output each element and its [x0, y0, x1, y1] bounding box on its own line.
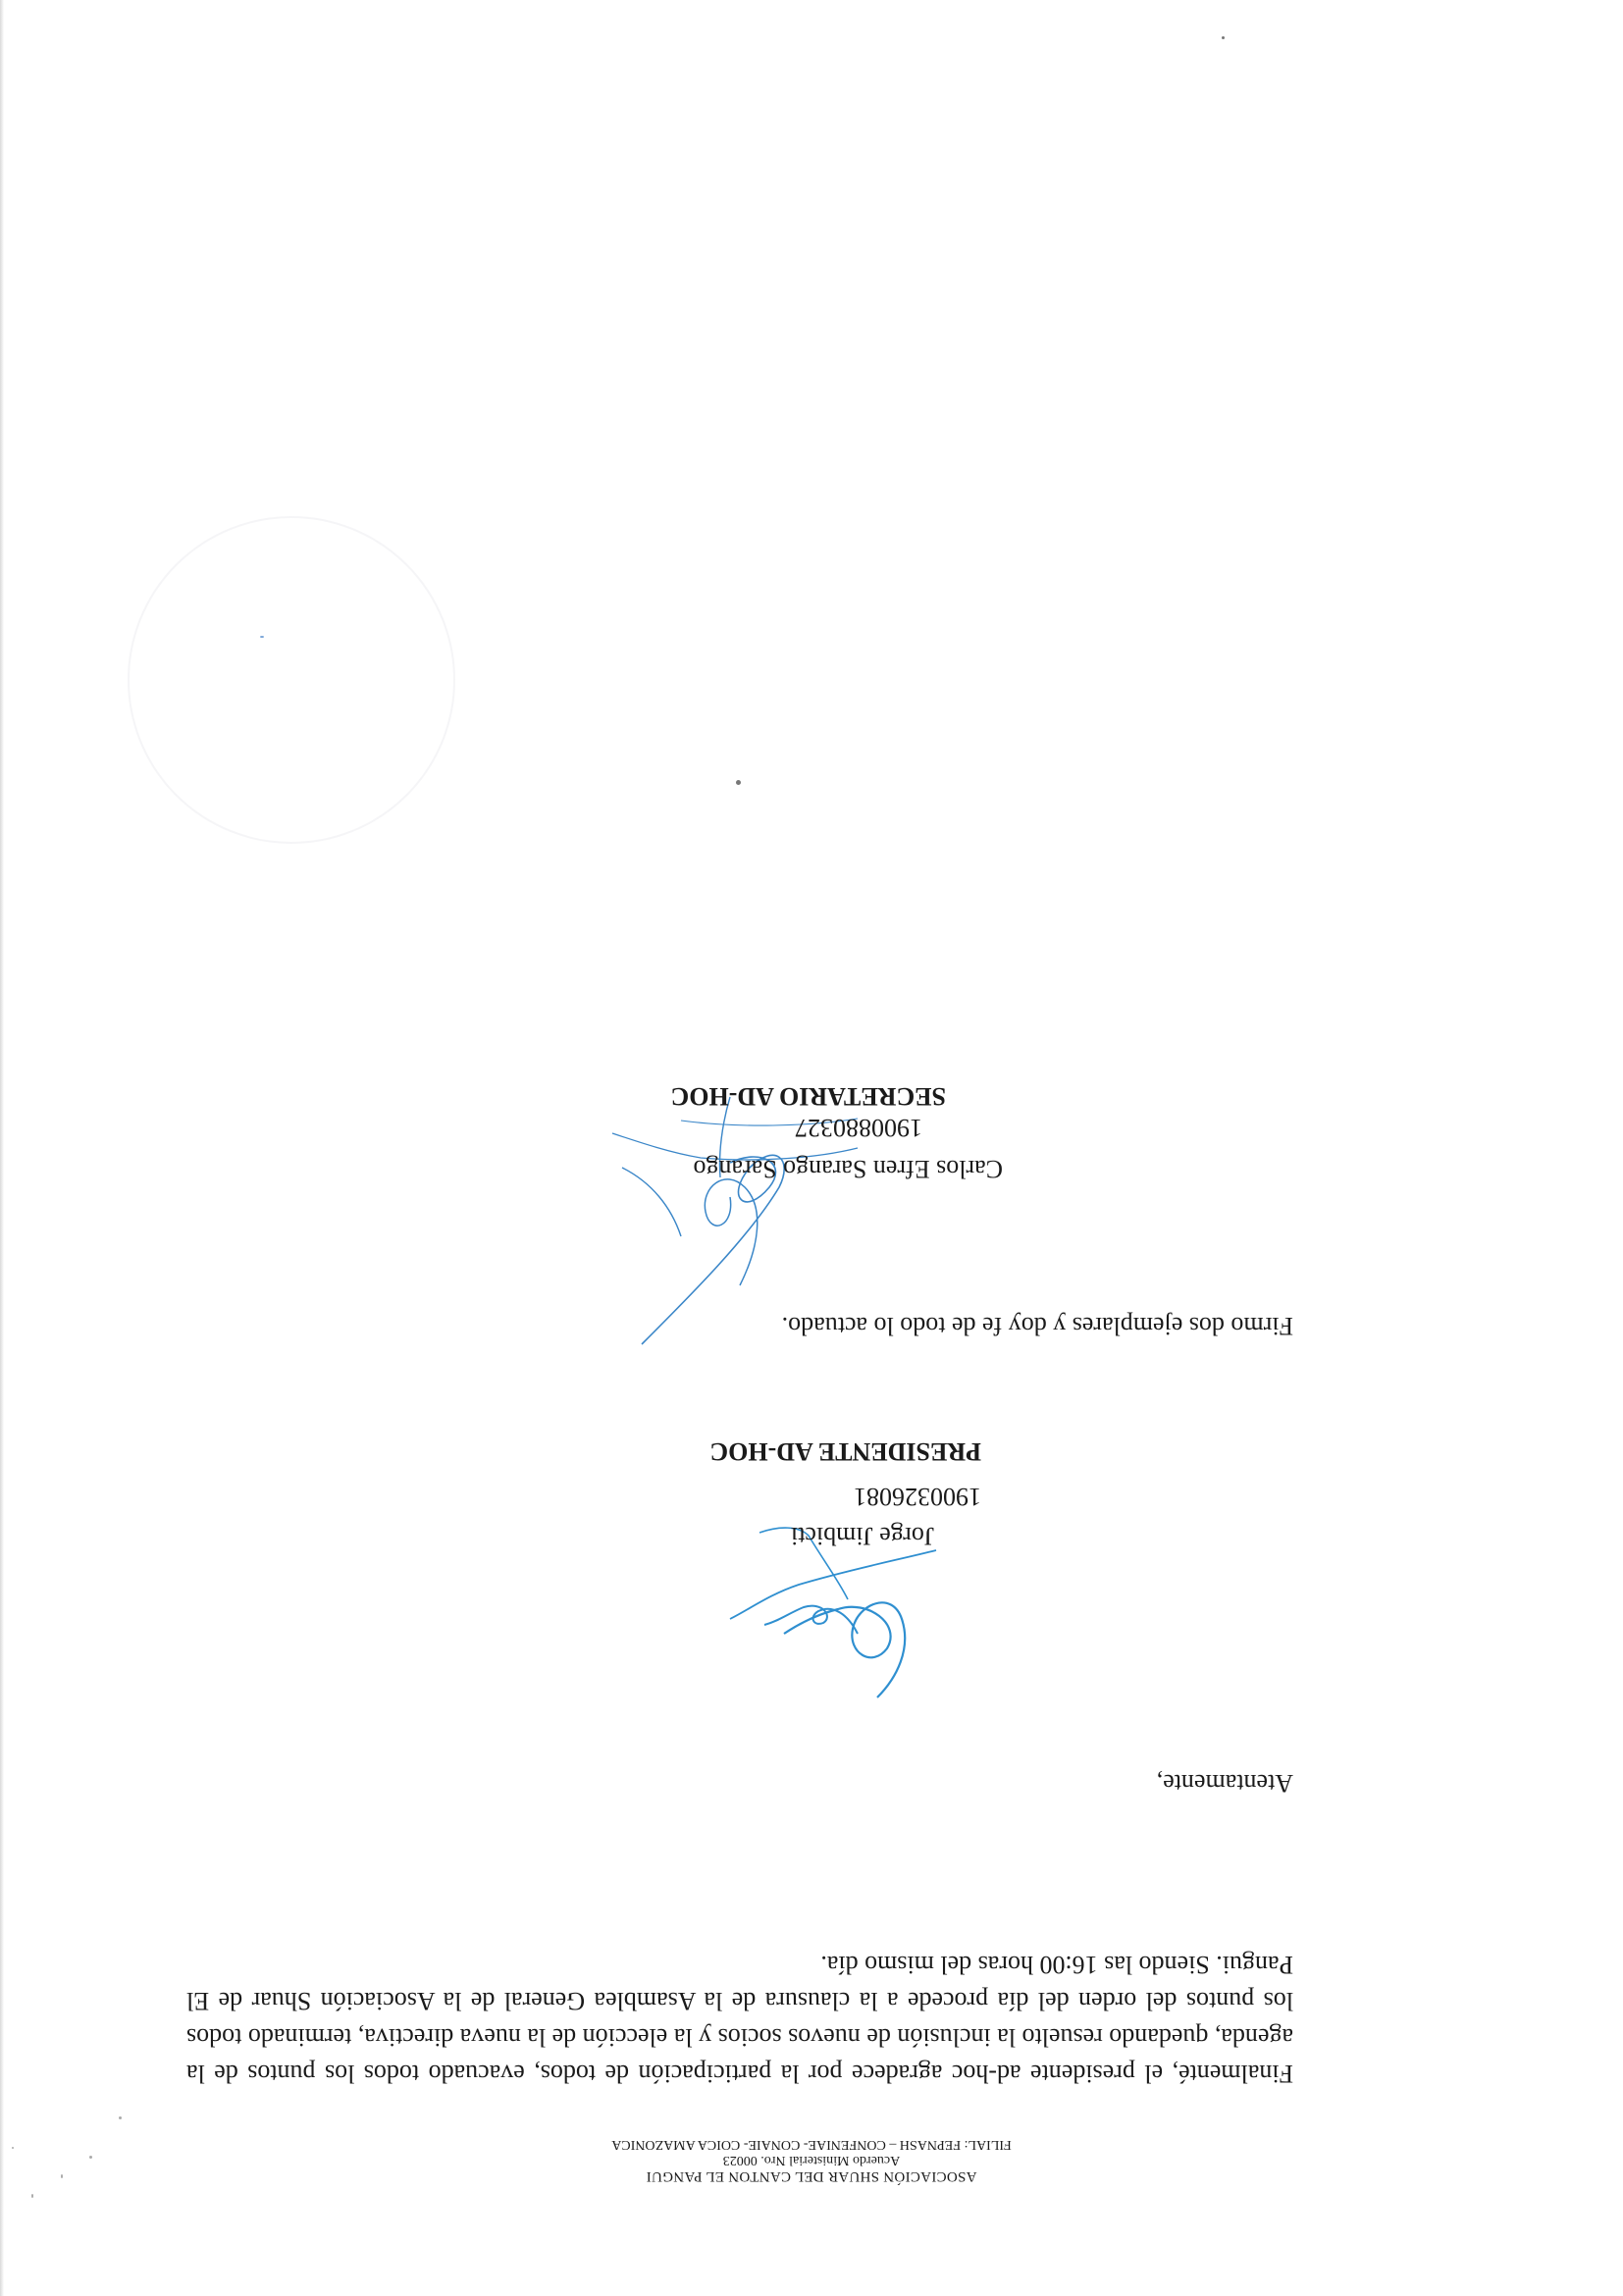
president-role: PRESIDENTE AD-HOC — [709, 1437, 981, 1466]
scan-speck — [260, 636, 264, 638]
certification-statement: Firmo dos ejemplares y doy fe de todo lo actuado. — [781, 1312, 1293, 1340]
letterhead-agreement: Acuerdo Ministerial Nro. 00023 — [722, 2152, 901, 2167]
scan-speck — [61, 2174, 63, 2178]
scan-speck — [1222, 36, 1225, 39]
letterhead-affiliation: FILIAL: FEPNASH – CONFENIAE- CONAIE- COICA AMAZONICA — [611, 2136, 1012, 2152]
closing-salutation: Atentamente, — [1156, 1769, 1293, 1798]
secretary-id-number: 1900880327 — [795, 1114, 922, 1142]
scan-speck — [31, 2194, 33, 2198]
president-id-number: 1900326081 — [854, 1483, 981, 1511]
faint-seal-mark — [128, 516, 455, 844]
letterhead — [0, 2136, 1623, 2184]
scan-speck — [12, 2147, 14, 2149]
scan-speck — [89, 2156, 92, 2159]
secretary-role: SECRETARIO AD-HOC — [670, 1082, 946, 1111]
president-name: Jorge Jimbicti — [790, 1522, 934, 1550]
closing-paragraph: Finalmenté, el presidente ad-hoc agradece por la participación de todos, evacuado todos los puntos de la agenda, quedando resuelto la inclusión de nuevos socios y la elección de la nueva directiva, terminado todos los puntos del orden del día procede a la clausura de la Asamblea General de la Asociación Shuar de El Pangui. Siendo las 16:00 horas del mismo día. — [186, 1951, 1293, 2088]
secretary-name: Carlos Efren Sarango Sarango — [693, 1155, 1003, 1183]
page-edge-shadow — [0, 0, 4, 2296]
scan-speck — [736, 780, 741, 785]
scan-speck — [119, 2116, 122, 2119]
letterhead-organization: ASOCIACIÓN SHUAR DEL CANTON EL PANGUI — [646, 2168, 977, 2184]
